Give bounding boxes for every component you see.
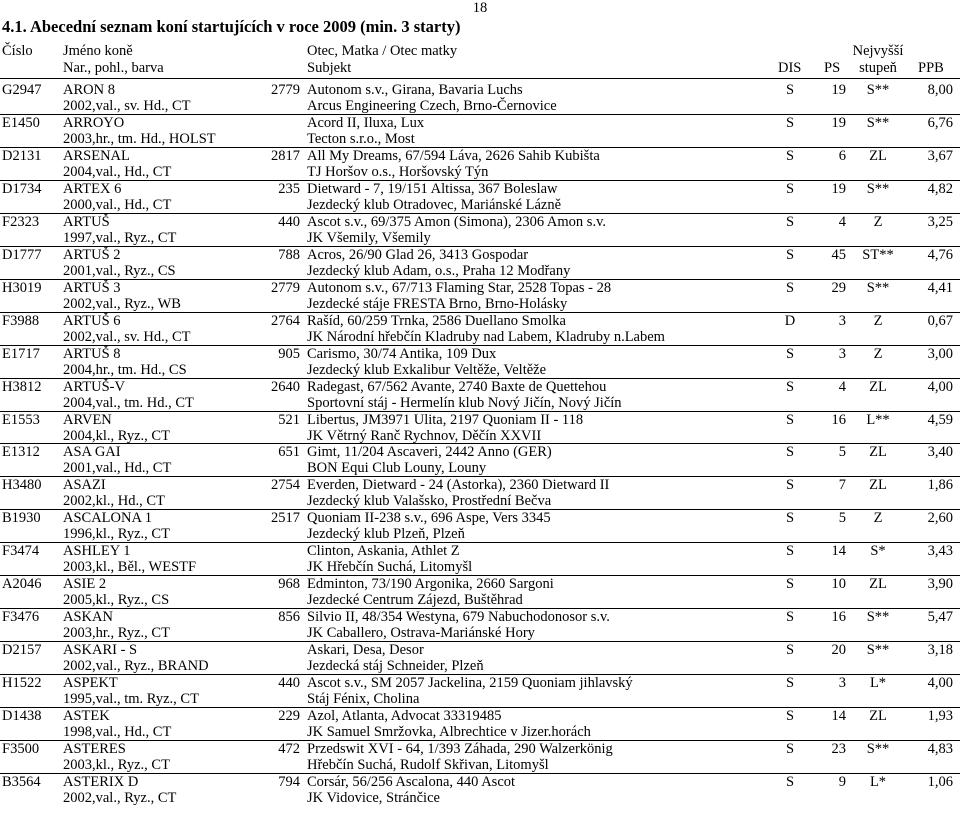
table-row: [0, 345, 960, 378]
entry-subject: Jezdecké stáje FRESTA Brno, Brno-Holásky: [307, 295, 568, 312]
entry-parents: Dietward - 7, 19/151 Altissa, 367 Boleslaw: [307, 180, 558, 197]
entry-ppb: 4,82: [927, 180, 953, 197]
entry-dis: S: [785, 345, 795, 362]
entry-ppb: 4,76: [927, 246, 953, 263]
entry-birth: 2001,val., Hd., CT: [63, 460, 172, 477]
entry-grade: ZL: [869, 576, 887, 593]
entry-id: G2947: [2, 82, 42, 98]
entry-subject: JK Větrný Ranč Rychnov, Děčín XXVII: [307, 427, 542, 444]
entry-dis: S: [785, 246, 795, 263]
entry-subject: Stáj Fénix, Cholina: [307, 691, 420, 708]
entry-subject: Jezdecký klub Valašsko, Prostřední Bečva: [307, 493, 552, 510]
entry-grade: S**: [866, 279, 890, 296]
entry-birth: 2004,val., Hd., CT: [63, 163, 172, 180]
entry-id: D2131: [2, 147, 42, 164]
entry-name: ASA GAI: [63, 444, 121, 461]
entry-grade: L**: [866, 411, 890, 428]
entry-birth: 2001,val., Ryz., CS: [63, 262, 176, 279]
table-row: [0, 180, 960, 213]
entry-parents: Edminton, 73/190 Argonika, 2660 Sargoni: [307, 576, 554, 593]
entry-birth: 2004,kl., Ryz., CT: [63, 427, 170, 444]
entry-ppb: 5,47: [927, 609, 953, 626]
entry-subject: Jezdecký klub Exkalibur Veltěže, Veltěže: [307, 361, 547, 378]
entry-id: E1312: [2, 444, 40, 461]
entry-number: 440: [278, 213, 300, 230]
entry-number: 2817: [271, 147, 300, 164]
entry-subject: Jezdecký klub Adam, o.s., Praha 12 Modřany: [307, 262, 571, 279]
entry-subject: BON Equi Club Louny, Louny: [307, 460, 487, 477]
entry-grade: S*: [870, 543, 886, 560]
entry-number: 2764: [271, 312, 300, 329]
entry-ppb: 3,67: [927, 147, 953, 164]
entry-parents: Acord II, Iluxa, Lux: [307, 114, 425, 131]
entry-ppb: 6,76: [927, 114, 953, 131]
col-header-ppb: PPB: [918, 60, 944, 76]
entry-dis: S: [785, 609, 795, 626]
entry-birth: 2002,kl., Hd., CT: [63, 493, 165, 510]
entry-number: 856: [278, 609, 300, 626]
entry-subject: JK Národní hřebčín Kladruby nad Labem, Kladruby n.Labem: [307, 328, 665, 345]
entry-grade: S**: [866, 609, 890, 626]
entry-ppb: 1,86: [927, 477, 953, 494]
table-row: [0, 114, 960, 147]
entry-id: H3019: [2, 279, 42, 296]
entry-name: ARON 8: [63, 82, 115, 98]
entry-subject: TJ Horšov o.s., Horšovský Týn: [307, 163, 489, 180]
entry-parents: Gimt, 11/204 Ascaveri, 2442 Anno (GER): [307, 444, 552, 461]
entry-id: H1522: [2, 675, 42, 692]
entry-dis: S: [785, 675, 795, 692]
entry-ps: 20: [831, 642, 846, 659]
entry-id: D1734: [2, 180, 42, 197]
entry-dis: S: [785, 642, 795, 659]
entry-birth: 2004,hr., tm. Hd., CS: [63, 361, 187, 378]
entry-number: 472: [278, 741, 300, 757]
entry-grade: ZL: [869, 378, 887, 395]
entry-name: ARTEX 6: [63, 180, 122, 197]
entry-grade: S**: [866, 741, 890, 757]
entry-id: B3564: [2, 773, 41, 790]
entry-ppb: 8,00: [927, 82, 953, 98]
entry-birth: 2002,val., sv. Hd., CT: [63, 98, 191, 114]
entry-ps: 29: [831, 279, 846, 296]
entry-id: F2323: [2, 213, 40, 230]
entry-parents: Libertus, JM3971 Ulita, 2197 Quoniam II - 118: [307, 411, 584, 428]
entry-name: ARTUŠ 2: [63, 246, 121, 263]
entry-name: ARTUŠ 3: [63, 279, 121, 296]
entry-ps: 4: [838, 213, 846, 230]
table-row: [0, 476, 960, 509]
entry-id: A2046: [2, 576, 42, 593]
entry-subject: Jezdecké Centrum Zájezd, Buštěhrad: [307, 592, 523, 609]
entry-ppb: 4,83: [927, 741, 953, 757]
section-title: 4.1. Abecední seznam koní startujících v roce 2009 (min. 3 starty): [2, 17, 461, 36]
entry-subject: Tecton s.r.o., Most: [307, 130, 415, 147]
entry-ps: 14: [831, 708, 846, 725]
entry-parents: Askari, Desa, Desor: [307, 642, 424, 659]
entry-ps: 16: [831, 411, 846, 428]
entry-id: E1717: [2, 345, 40, 362]
entry-number: 440: [278, 675, 300, 692]
entry-grade: S**: [866, 82, 890, 98]
entry-grade: Z: [873, 213, 883, 230]
entry-ppb: 2,60: [927, 510, 953, 527]
entry-subject: Sportovní stáj - Hermelín klub Nový Jičín, Nový Jičín: [307, 394, 622, 411]
table-row: [0, 147, 960, 180]
entry-id: F3474: [2, 543, 40, 560]
entry-ps: 19: [831, 114, 846, 131]
col-header-grade: Nejvyšší: [852, 43, 904, 59]
entry-dis: S: [785, 82, 795, 98]
entry-birth: 2003,hr., tm. Hd., HOLST: [63, 130, 216, 147]
table-row: [0, 213, 960, 246]
col-header-name: Jméno koně: [63, 43, 133, 59]
entry-parents: Przedswit XVI - 64, 1/393 Záhada, 290 Walzerkönig: [307, 741, 613, 757]
table-row: [0, 443, 960, 476]
entry-birth: 2003,kl., Běl., WESTF: [63, 559, 197, 576]
entry-number: 521: [278, 411, 300, 428]
entry-name: ASKARI - S: [63, 642, 138, 659]
entry-name: ASTEK: [63, 708, 110, 725]
table-row: [0, 740, 960, 773]
entry-ppb: 3,40: [927, 444, 953, 461]
entry-parents: Radegast, 67/562 Avante, 2740 Baxte de Quettehou: [307, 378, 607, 395]
entry-number: 2517: [271, 510, 300, 527]
entry-name: ASPEKT: [63, 675, 118, 692]
entry-ps: 3: [838, 345, 846, 362]
entry-id: H3480: [2, 477, 42, 494]
entry-ps: 14: [831, 543, 846, 560]
entry-ppb: 1,93: [927, 708, 953, 725]
entry-subject: Arcus Engineering Czech, Brno-Černovice: [307, 98, 557, 114]
entry-grade: Z: [873, 510, 883, 527]
entry-dis: S: [785, 213, 795, 230]
entry-dis: S: [785, 114, 795, 131]
entry-number: 229: [278, 708, 300, 725]
entry-dis: S: [785, 477, 795, 494]
table-row: [0, 378, 960, 411]
entry-parents: Azol, Atlanta, Advocat 33319485: [307, 708, 502, 725]
entry-id: H3812: [2, 378, 42, 395]
entry-id: D1777: [2, 246, 42, 263]
entry-dis: S: [785, 444, 795, 461]
entry-dis: S: [785, 741, 795, 757]
entry-grade: Z: [873, 345, 883, 362]
entry-ppb: 3,25: [927, 213, 953, 230]
entry-dis: D: [784, 312, 796, 329]
entry-birth: 1997,val., Ryz., CT: [63, 229, 177, 246]
entry-number: 968: [278, 576, 300, 593]
table-row: [0, 641, 960, 674]
entry-ps: 9: [838, 773, 846, 790]
entry-parents: All My Dreams, 67/594 Láva, 2626 Sahib Kubišta: [307, 147, 600, 164]
entry-name: ASKAN: [63, 609, 113, 626]
entry-birth: 2005,kl., Ryz., CS: [63, 592, 170, 609]
table-row: [0, 575, 960, 608]
table-row: [0, 542, 960, 575]
entry-subject: JK Hřebčín Suchá, Litomyšl: [307, 559, 473, 576]
entry-name: ARSENAL: [63, 147, 130, 164]
table-row: [0, 279, 960, 312]
table-row: [0, 411, 960, 444]
entry-id: F3500: [2, 741, 40, 757]
entry-birth: 1995,val., tm. Ryz., CT: [63, 691, 199, 708]
entry-name: ARROYO: [63, 114, 125, 131]
entry-parents: Quoniam II-238 s.v., 696 Aspe, Vers 3345: [307, 510, 551, 527]
entry-dis: S: [785, 543, 795, 560]
entry-number: 2640: [271, 378, 300, 395]
entry-birth: 1998,val., Hd., CT: [63, 724, 172, 741]
entry-parents: Silvio II, 48/354 Westyna, 679 Nabuchodonosor s.v.: [307, 609, 610, 626]
entry-number: 2754: [271, 477, 300, 494]
col-header-parents: Otec, Matka / Otec matky: [307, 43, 458, 59]
entry-ps: 3: [838, 312, 846, 329]
entry-id: D1438: [2, 708, 42, 725]
entry-dis: S: [785, 576, 795, 593]
entry-parents: Clinton, Askania, Athlet Z: [307, 543, 460, 560]
entry-ps: 7: [838, 477, 846, 494]
entry-dis: S: [785, 378, 795, 395]
entry-birth: 2002,val., Ryz., CT: [63, 789, 177, 806]
entry-id: B1930: [2, 510, 41, 527]
entry-name: ARVEN: [63, 411, 112, 428]
entry-id: E1450: [2, 114, 40, 131]
entry-ps: 10: [831, 576, 846, 593]
entry-name: ARTUŠ 6: [63, 312, 121, 329]
entry-ppb: 4,41: [927, 279, 953, 296]
entry-grade: S**: [866, 114, 890, 131]
page-number: 18: [472, 0, 488, 16]
entry-grade: S**: [866, 642, 890, 659]
entry-ps: 5: [838, 510, 846, 527]
table-row: [0, 707, 960, 740]
entry-parents: Autonom s.v., 67/713 Flaming Star, 2528 Topas - 28: [307, 279, 612, 296]
entry-subject: JK Caballero, Ostrava-Mariánské Hory: [307, 625, 535, 642]
entry-subject: Jezdecká stáj Schneider, Plzeň: [307, 658, 484, 675]
entry-id: F3988: [2, 312, 40, 329]
entry-parents: Acros, 26/90 Glad 26, 3413 Gospodar: [307, 246, 529, 263]
entry-name: ASHLEY 1: [63, 543, 131, 560]
col-header-ps: PS: [824, 60, 841, 76]
entry-birth: 1996,kl., Ryz., CT: [63, 526, 170, 543]
table-row: [0, 81, 960, 114]
entry-number: 235: [278, 180, 300, 197]
entry-name: ARTUŠ 8: [63, 345, 121, 362]
header-divider: [0, 78, 960, 79]
entry-grade: ZL: [869, 444, 887, 461]
entry-name: ASTERIX D: [63, 773, 139, 790]
entry-ps: 23: [831, 741, 846, 757]
entry-parents: Ascot s.v., 69/375 Amon (Simona), 2306 Amon s.v.: [307, 213, 606, 230]
entry-parents: Everden, Dietward - 24 (Astorka), 2360 Dietward II: [307, 477, 610, 494]
col-header-dis: DIS: [778, 60, 802, 76]
entry-birth: 2002,val., Ryz., WB: [63, 295, 181, 312]
col-header-id: Číslo: [2, 43, 33, 59]
entry-ppb: 1,06: [927, 773, 953, 790]
entry-parents: Rašíd, 60/259 Trnka, 2586 Duellano Smolka: [307, 312, 566, 329]
col-header-subject: Subjekt: [307, 60, 352, 76]
entry-number: 651: [278, 444, 300, 461]
entry-grade: ST**: [862, 246, 894, 263]
entry-birth: 2003,hr., Ryz., CT: [63, 625, 170, 642]
entry-number: 794: [278, 773, 300, 790]
entry-number: 2779: [271, 82, 300, 98]
table-row: [0, 509, 960, 542]
entry-grade: Z: [873, 312, 883, 329]
entry-ppb: 4,00: [927, 675, 953, 692]
entry-ps: 3: [838, 675, 846, 692]
entry-ps: 19: [831, 82, 846, 98]
entry-parents: Corsár, 56/256 Ascalona, 440 Ascot: [307, 773, 516, 790]
table-row: [0, 674, 960, 707]
entry-number: 788: [278, 246, 300, 263]
entry-dis: S: [785, 411, 795, 428]
entry-subject: Jezdecký klub Otradovec, Mariánské Lázně: [307, 196, 562, 213]
entry-birth: 2002,val., Ryz., BRAND: [63, 658, 209, 675]
entry-number: 2779: [271, 279, 300, 296]
entry-name: ASAZI: [63, 477, 106, 494]
entry-ps: 5: [838, 444, 846, 461]
entry-number: 905: [278, 345, 300, 362]
col-header-birth: Nar., pohl., barva: [63, 60, 164, 76]
entry-id: E1553: [2, 411, 40, 428]
entry-birth: 2000,val., Hd., CT: [63, 196, 172, 213]
entry-grade: ZL: [869, 708, 887, 725]
entry-ps: 19: [831, 180, 846, 197]
entry-subject: JK Samuel Smržovka, Albrechtice v Jizer.horách: [307, 724, 591, 741]
entry-ppb: 3,18: [927, 642, 953, 659]
table-row: [0, 773, 960, 806]
entry-dis: S: [785, 708, 795, 725]
table-row: [0, 246, 960, 279]
entry-birth: 2004,val., tm. Hd., CT: [63, 394, 194, 411]
entry-ppb: 4,00: [927, 378, 953, 395]
entry-name: ASTERES: [63, 741, 126, 757]
table-row: [0, 312, 960, 345]
entry-dis: S: [785, 773, 795, 790]
entry-ps: 4: [838, 378, 846, 395]
entry-subject: Jezdecký klub Plzeň, Plzeň: [307, 526, 465, 543]
entry-grade: L*: [869, 675, 887, 692]
entry-ps: 45: [831, 246, 846, 263]
entry-ppb: 3,90: [927, 576, 953, 593]
entry-parents: Autonom s.v., Girana, Bavaria Luchs: [307, 82, 523, 98]
entry-ppb: 3,43: [927, 543, 953, 560]
entry-name: ARTUŠ: [63, 213, 110, 230]
entry-dis: S: [785, 510, 795, 527]
entry-name: ASCALONA 1: [63, 510, 153, 527]
entry-ppb: 3,00: [927, 345, 953, 362]
entry-grade: ZL: [869, 147, 887, 164]
entry-parents: Ascot s.v., SM 2057 Jackelina, 2159 Quoniam jihlavský: [307, 675, 633, 692]
col-header-grade-sub: stupeň: [859, 60, 897, 76]
entry-birth: 2003,kl., Ryz., CT: [63, 757, 170, 773]
entry-parents: Carismo, 30/74 Antika, 109 Dux: [307, 345, 497, 362]
entry-grade: S**: [866, 180, 890, 197]
entry-ppb: 4,59: [927, 411, 953, 428]
entry-ps: 16: [831, 609, 846, 626]
entry-dis: S: [785, 147, 795, 164]
entry-grade: L*: [869, 773, 887, 790]
entry-subject: JK Všemily, Všemily: [307, 229, 431, 246]
entry-name: ASIE 2: [63, 576, 107, 593]
entry-id: F3476: [2, 609, 40, 626]
entry-name: ARTUŠ-V: [63, 378, 125, 395]
entry-dis: S: [785, 180, 795, 197]
entry-birth: 2002,val., sv. Hd., CT: [63, 328, 191, 345]
entry-id: D2157: [2, 642, 42, 659]
entry-subject: JK Vidovice, Stránčice: [307, 789, 440, 806]
table-row: [0, 608, 960, 641]
entry-ps: 6: [838, 147, 846, 164]
entry-grade: ZL: [869, 477, 887, 494]
entry-ppb: 0,67: [927, 312, 953, 329]
entry-dis: S: [785, 279, 795, 296]
entry-subject: Hřebčín Suchá, Rudolf Skřivan, Litomyšl: [307, 757, 549, 773]
